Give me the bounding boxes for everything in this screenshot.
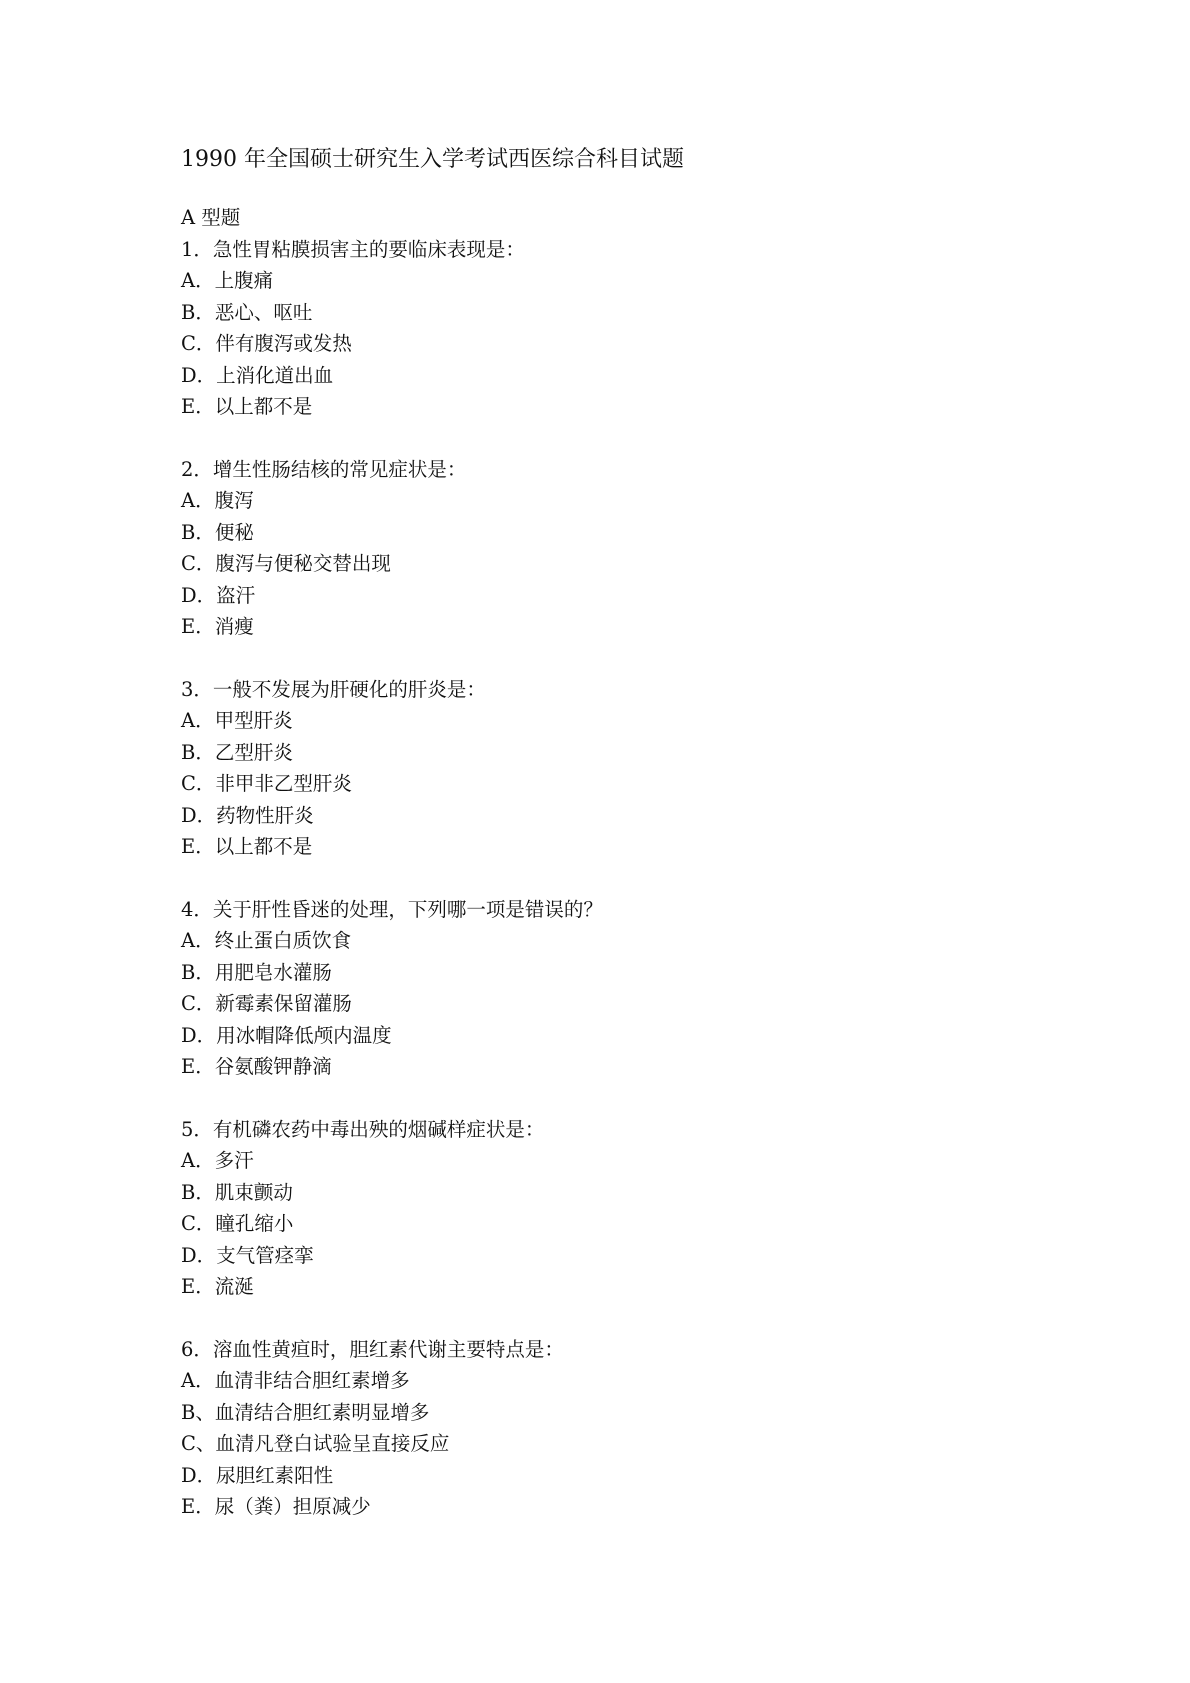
option-a: A．腹泻 xyxy=(181,489,254,512)
option-b: B．恶心、呕吐 xyxy=(181,300,313,324)
question-stem: 1．急性胃粘膜损害主的要临床表现是： xyxy=(181,237,525,261)
question-1 xyxy=(181,234,1081,423)
option-a: A．血清非结合胆红素增多 xyxy=(181,1369,410,1392)
option-c: C．伴有腹泻或发热 xyxy=(181,332,352,355)
option-e: E．流涎 xyxy=(181,1275,254,1298)
option-e: E．以上都不是 xyxy=(181,835,313,858)
document-title: 1990 年全国硕士研究生入学考试西医综合科目试题 xyxy=(181,147,684,172)
option-e: E．谷氨酸钾静滴 xyxy=(181,1055,332,1078)
option-a: A．甲型肝炎 xyxy=(181,709,293,732)
option-b: B．用肥皂水灌肠 xyxy=(181,960,332,984)
question-stem: 5．有机磷农药中毒出殃的烟碱样症状是： xyxy=(181,1117,545,1141)
question-stem: 3．一般不发展为肝硬化的肝炎是： xyxy=(181,677,486,701)
option-a: A．终止蛋白质饮食 xyxy=(181,929,352,952)
option-d: D．支气管痉挛 xyxy=(181,1243,314,1267)
question-2 xyxy=(181,454,1081,643)
question-3 xyxy=(181,674,1081,863)
question-6 xyxy=(181,1334,1081,1523)
option-d: D．药物性肝炎 xyxy=(181,803,314,827)
option-b: B．便秘 xyxy=(181,520,254,544)
option-c: C．腹泻与便秘交替出现 xyxy=(181,552,391,575)
question-5 xyxy=(181,1114,1081,1303)
exam-page xyxy=(181,142,1081,1523)
question-stem: 6．溶血性黄疸时，胆红素代谢主要特点是： xyxy=(181,1337,564,1361)
question-stem: 2．增生性肠结核的常见症状是： xyxy=(181,457,467,481)
option-c: C．非甲非乙型肝炎 xyxy=(181,772,352,795)
option-b: B．乙型肝炎 xyxy=(181,740,293,764)
option-b: B、血清结合胆红素明显增多 xyxy=(181,1400,430,1424)
option-b: B．肌束颤动 xyxy=(181,1180,293,1204)
option-a: A．多汗 xyxy=(181,1149,254,1172)
option-c: C．瞳孔缩小 xyxy=(181,1212,294,1235)
option-d: D．上消化道出血 xyxy=(181,363,334,387)
option-e: E．消瘦 xyxy=(181,615,254,638)
option-d: D．盗汗 xyxy=(181,583,256,607)
question-stem: 4．关于肝性昏迷的处理，下列哪一项是错误的？ xyxy=(181,897,603,921)
option-a: A．上腹痛 xyxy=(181,269,274,292)
option-c: C、血清凡登白试验呈直接反应 xyxy=(181,1432,450,1455)
option-e: E．尿（粪）担原减少 xyxy=(181,1495,371,1518)
option-d: D．用冰帽降低颅内温度 xyxy=(181,1023,392,1047)
option-e: E．以上都不是 xyxy=(181,395,313,418)
option-c: C．新霉素保留灌肠 xyxy=(181,992,352,1015)
section-label: A 型题 xyxy=(181,206,241,229)
option-d: D．尿胆红素阳性 xyxy=(181,1463,334,1487)
question-4 xyxy=(181,894,1081,1083)
